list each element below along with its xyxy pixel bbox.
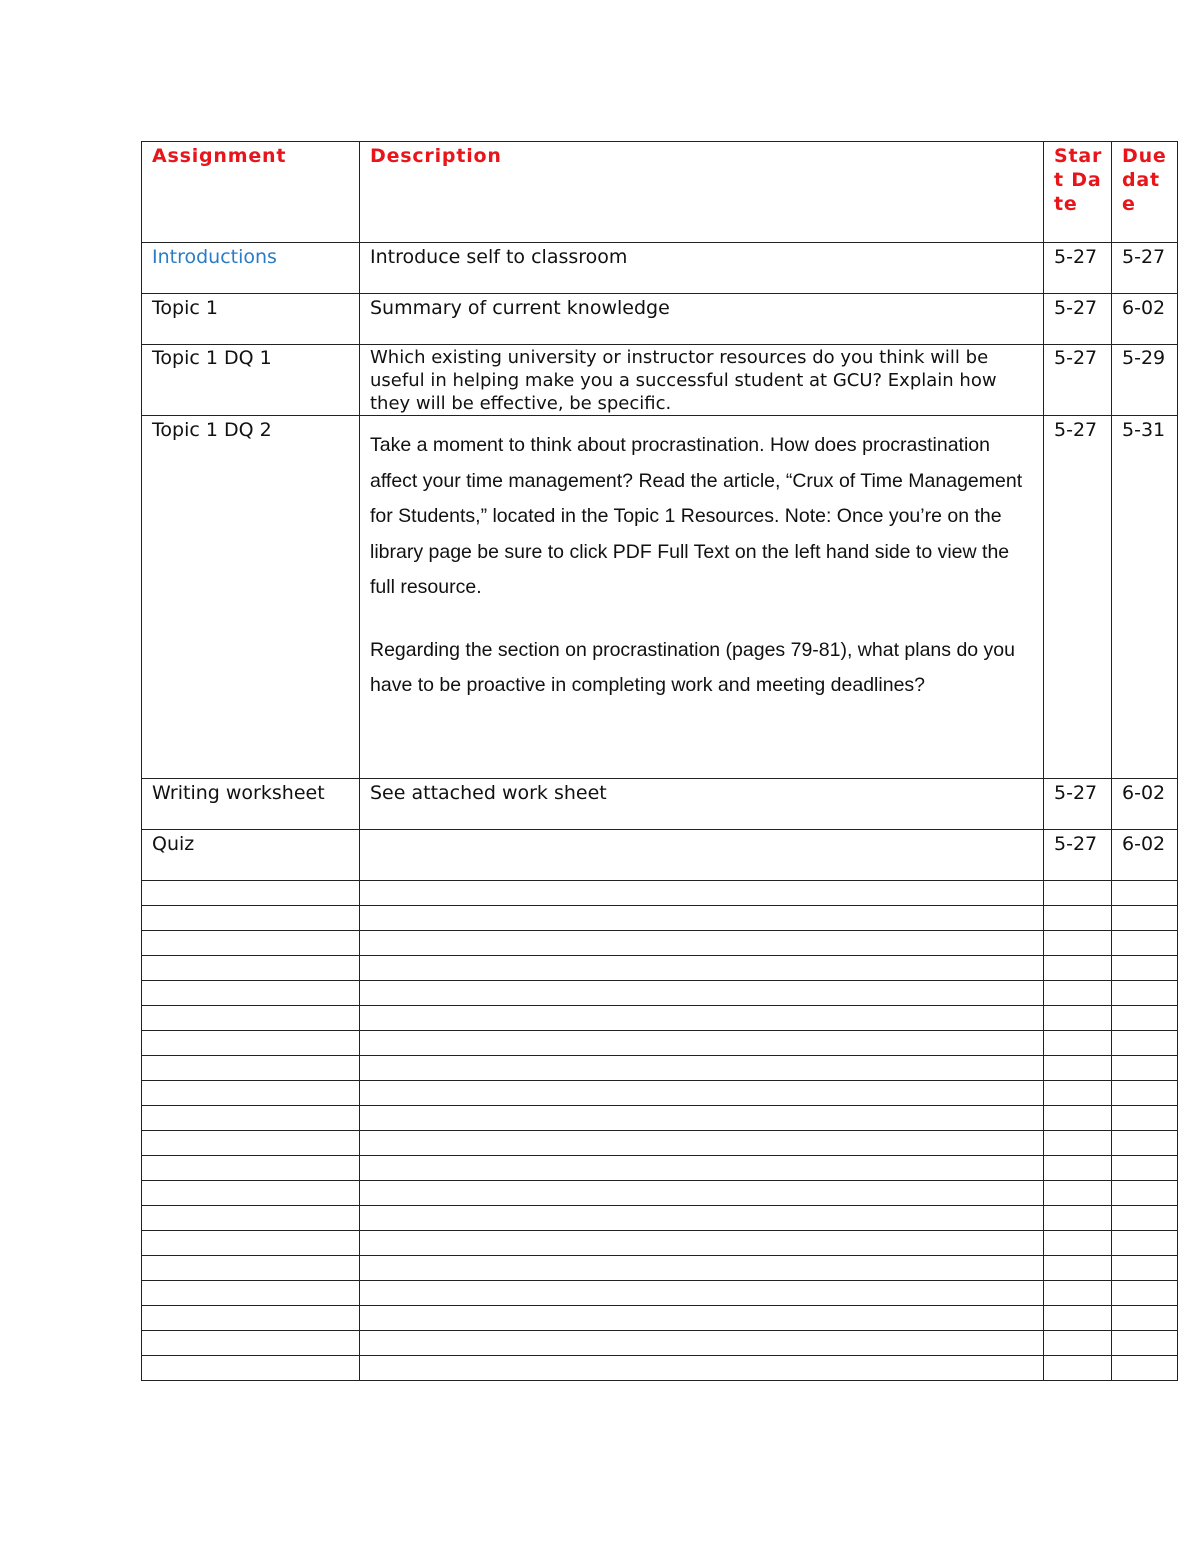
empty-cell — [142, 906, 360, 931]
empty-cell — [142, 1006, 360, 1031]
empty-cell — [360, 1131, 1044, 1156]
empty-cell — [1112, 881, 1178, 906]
empty-cell — [1112, 1106, 1178, 1131]
empty-cell — [360, 881, 1044, 906]
description-cell: See attached work sheet — [360, 779, 1044, 830]
empty-cell — [360, 1206, 1044, 1231]
empty-cell — [142, 1231, 360, 1256]
empty-row — [142, 931, 1178, 956]
due-date-cell: 5-31 — [1112, 416, 1178, 779]
empty-cell — [360, 931, 1044, 956]
empty-cell — [142, 881, 360, 906]
empty-cell — [360, 1081, 1044, 1106]
description-cell: Introduce self to classroom — [360, 243, 1044, 294]
empty-cell — [1112, 906, 1178, 931]
empty-cell — [360, 1331, 1044, 1356]
due-date-cell: 6-02 — [1112, 830, 1178, 881]
empty-cell — [1044, 1031, 1112, 1056]
empty-row — [142, 1181, 1178, 1206]
empty-row — [142, 1056, 1178, 1081]
header-start-date: Start Date — [1044, 142, 1112, 243]
empty-cell — [1044, 1206, 1112, 1231]
empty-cell — [142, 1106, 360, 1131]
empty-cell — [1044, 1306, 1112, 1331]
empty-cell — [142, 1081, 360, 1106]
empty-cell — [360, 1006, 1044, 1031]
start-date-cell: 5-27 — [1044, 416, 1112, 779]
empty-cell — [360, 1031, 1044, 1056]
empty-cell — [142, 1206, 360, 1231]
empty-row — [142, 1331, 1178, 1356]
assignment-cell: Quiz — [142, 830, 360, 881]
header-assignment: Assignment — [142, 142, 360, 243]
empty-cell — [1044, 981, 1112, 1006]
empty-row — [142, 906, 1178, 931]
empty-cell — [1044, 881, 1112, 906]
empty-cell — [360, 1181, 1044, 1206]
start-date-cell: 5-27 — [1044, 294, 1112, 345]
empty-cell — [1112, 931, 1178, 956]
due-date-cell: 5-29 — [1112, 345, 1178, 416]
empty-cell — [1044, 1256, 1112, 1281]
empty-cell — [360, 906, 1044, 931]
empty-row — [142, 881, 1178, 906]
empty-cell — [1112, 1031, 1178, 1056]
empty-cell — [360, 1281, 1044, 1306]
empty-rows — [142, 881, 1178, 1381]
table-row — [142, 830, 1178, 881]
header-row — [142, 142, 1178, 243]
empty-cell — [142, 956, 360, 981]
empty-cell — [1044, 1006, 1112, 1031]
header-due-date: Due date — [1112, 142, 1178, 243]
empty-cell — [1112, 1281, 1178, 1306]
empty-row — [142, 1231, 1178, 1256]
empty-cell — [142, 1331, 360, 1356]
empty-cell — [1044, 1156, 1112, 1181]
empty-cell — [142, 1256, 360, 1281]
empty-cell — [1044, 1131, 1112, 1156]
empty-cell — [142, 1131, 360, 1156]
empty-cell — [1044, 956, 1112, 981]
table-row — [142, 345, 1178, 416]
start-date-cell: 5-27 — [1044, 779, 1112, 830]
empty-cell — [142, 1056, 360, 1081]
empty-row — [142, 1006, 1178, 1031]
empty-cell — [142, 1181, 360, 1206]
empty-cell — [360, 1056, 1044, 1081]
empty-cell — [142, 1306, 360, 1331]
start-date-cell: 5-27 — [1044, 345, 1112, 416]
empty-cell — [360, 1156, 1044, 1181]
empty-cell — [360, 1231, 1044, 1256]
empty-cell — [1112, 1156, 1178, 1181]
table-row — [142, 294, 1178, 345]
assignment-cell[interactable] — [142, 243, 360, 294]
empty-cell — [1044, 1281, 1112, 1306]
description-paragraph: Regarding the section on procrastination (pages 79-81), what plans do you have to be proactive in completing work and meeting deadlines? — [370, 638, 1015, 696]
table-row — [142, 243, 1178, 294]
dq2-description — [370, 418, 1035, 704]
empty-cell — [1112, 1081, 1178, 1106]
empty-cell — [142, 981, 360, 1006]
empty-row — [142, 1256, 1178, 1281]
empty-cell — [1112, 1056, 1178, 1081]
assignment-cell: Topic 1 — [142, 294, 360, 345]
empty-cell — [1044, 1081, 1112, 1106]
empty-cell — [1044, 931, 1112, 956]
empty-cell — [142, 931, 360, 956]
empty-cell — [1044, 1181, 1112, 1206]
empty-cell — [360, 1356, 1044, 1381]
header-description: Description — [360, 142, 1044, 243]
empty-cell — [1112, 1256, 1178, 1281]
empty-cell — [1112, 1006, 1178, 1031]
empty-cell — [360, 956, 1044, 981]
assignment-cell: Writing worksheet — [142, 779, 360, 830]
empty-cell — [1112, 1306, 1178, 1331]
description-cell: Summary of current knowledge — [360, 294, 1044, 345]
assignment-cell: Topic 1 DQ 2 — [142, 416, 360, 779]
due-date-cell: 6-02 — [1112, 294, 1178, 345]
description-cell — [360, 416, 1044, 779]
empty-row — [142, 1081, 1178, 1106]
empty-cell — [1112, 1131, 1178, 1156]
empty-cell — [142, 1156, 360, 1181]
empty-row — [142, 956, 1178, 981]
due-date-cell: 5-27 — [1112, 243, 1178, 294]
empty-cell — [1044, 1056, 1112, 1081]
empty-cell — [360, 1306, 1044, 1331]
start-date-cell: 5-27 — [1044, 830, 1112, 881]
empty-row — [142, 1131, 1178, 1156]
assignment-schedule-table — [141, 141, 1178, 1381]
assignment-cell: Topic 1 DQ 1 — [142, 345, 360, 416]
empty-cell — [142, 1281, 360, 1306]
empty-cell — [360, 1256, 1044, 1281]
empty-cell — [1044, 906, 1112, 931]
empty-cell — [1112, 956, 1178, 981]
empty-cell — [142, 1031, 360, 1056]
empty-cell — [1044, 1331, 1112, 1356]
empty-cell — [1044, 1356, 1112, 1381]
empty-cell — [1044, 1231, 1112, 1256]
empty-row — [142, 1156, 1178, 1181]
due-date-cell: 6-02 — [1112, 779, 1178, 830]
empty-cell — [1112, 1206, 1178, 1231]
empty-cell — [1112, 1231, 1178, 1256]
empty-row — [142, 1356, 1178, 1381]
empty-cell — [360, 1106, 1044, 1131]
table-row — [142, 416, 1178, 779]
empty-row — [142, 1306, 1178, 1331]
empty-row — [142, 1281, 1178, 1306]
empty-row — [142, 1106, 1178, 1131]
empty-cell — [142, 1356, 360, 1381]
table-row — [142, 779, 1178, 830]
description-cell — [360, 830, 1044, 881]
empty-row — [142, 981, 1178, 1006]
description-paragraph: Take a moment to think about procrastination. How does procrastination affect your time management? Read the article, “Crux of Time Management for Students,” located in the Topic 1 Resources. Note: Once you’re on the library page be sure to click PDF Full Text on the left hand side to view the full resource. — [370, 434, 1023, 598]
start-date-cell: 5-27 — [1044, 243, 1112, 294]
empty-row — [142, 1031, 1178, 1056]
introductions-link[interactable]: Introductions — [152, 246, 277, 268]
empty-cell — [1044, 1106, 1112, 1131]
empty-cell — [1112, 1181, 1178, 1206]
empty-cell — [1112, 1356, 1178, 1381]
description-cell: Which existing university or instructor resources do you think will be useful in helping make you a successful student at GCU? Explain how they will be effective, be specific. — [360, 345, 1044, 416]
empty-cell — [360, 981, 1044, 1006]
empty-cell — [1112, 1331, 1178, 1356]
empty-cell — [1112, 981, 1178, 1006]
empty-row — [142, 1206, 1178, 1231]
